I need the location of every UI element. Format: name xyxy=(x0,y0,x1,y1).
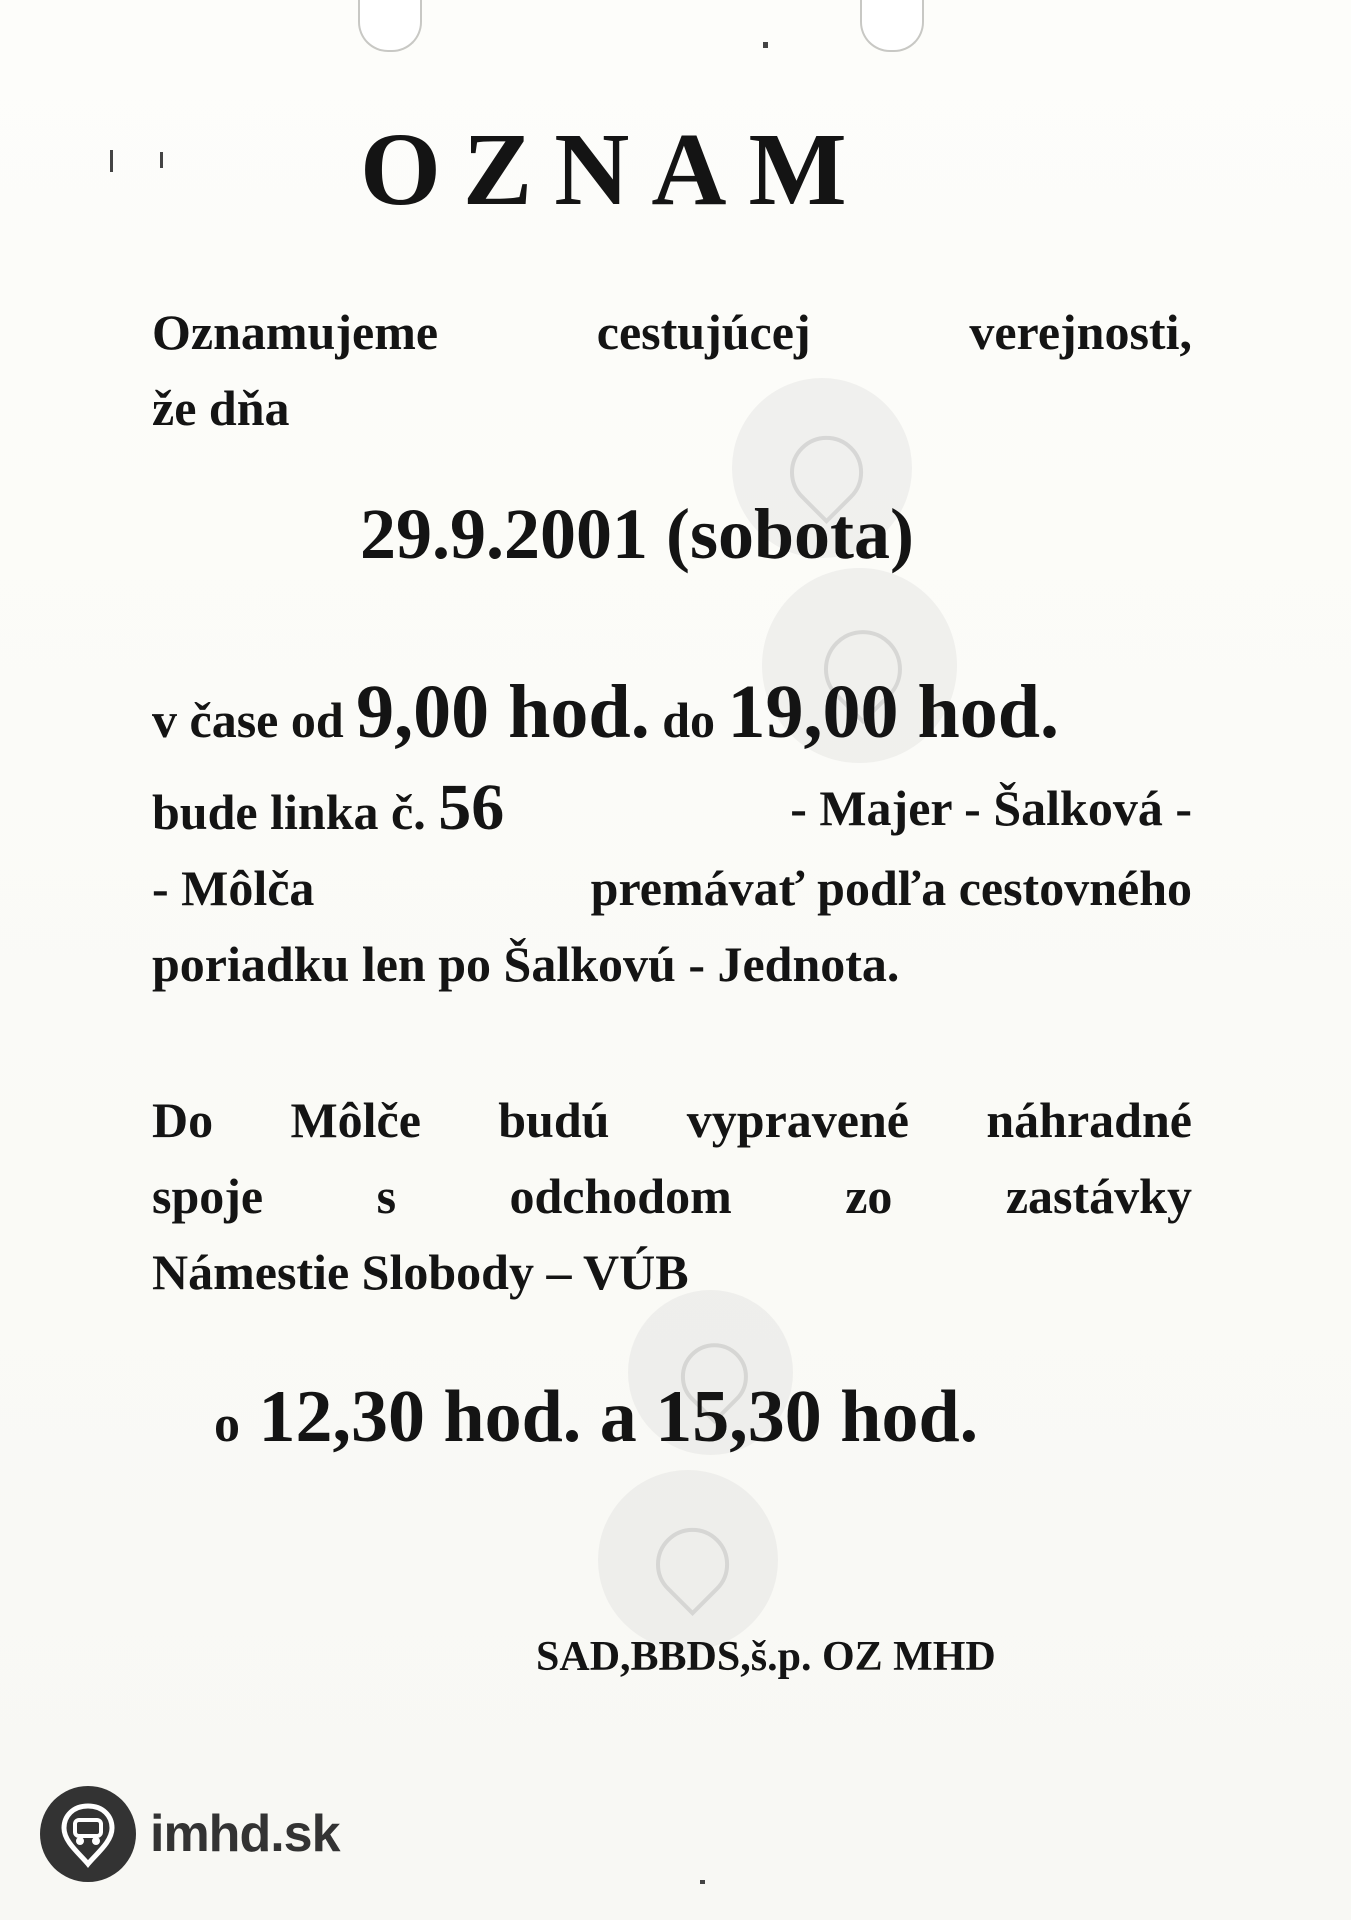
intro-word: Oznamujeme xyxy=(152,304,439,360)
route-line-2 xyxy=(152,850,1192,926)
imhd-logo[interactable] xyxy=(40,1786,340,1882)
time-mid: do xyxy=(662,692,716,748)
issuer-signature: SAD,BBDS,š.p. OZ MHD xyxy=(536,1634,996,1680)
replacement-word: náhradné xyxy=(986,1092,1192,1148)
replacement-paragraph xyxy=(152,1082,1192,1310)
line-number: 56 xyxy=(438,771,505,844)
intro-word: cestujúcej xyxy=(596,304,811,360)
intro-line-2: že dňa xyxy=(152,380,290,436)
bus-pin-icon xyxy=(40,1786,136,1882)
replacement-line-3: Námestie Slobody – VÚB xyxy=(152,1244,689,1300)
intro-word: verejnosti, xyxy=(969,304,1192,360)
replacement-word: budú xyxy=(498,1092,610,1148)
scan-speck xyxy=(160,152,163,168)
intro-paragraph xyxy=(152,294,1192,446)
route-text: - Môlča xyxy=(152,860,315,916)
times-text: 12,30 hod. a 15,30 hod. xyxy=(258,1376,979,1458)
replacement-line-2 xyxy=(152,1158,1192,1234)
route-line-3: poriadku len po Šalkovú - Jednota. xyxy=(152,936,900,992)
replacement-word: zo xyxy=(845,1168,893,1224)
departure-times xyxy=(214,1376,979,1458)
route-text: - Majer - Šalková - xyxy=(790,780,1192,836)
time-range xyxy=(152,668,1192,764)
time-prefix: v čase od xyxy=(152,692,344,748)
route-paragraph xyxy=(152,770,1192,1002)
route-text: premávať podľa cestovného xyxy=(590,860,1192,916)
replacement-word: s xyxy=(376,1168,397,1224)
time-line xyxy=(152,668,1192,764)
replacement-word: vypravené xyxy=(686,1092,909,1148)
hanging-hole-right xyxy=(860,0,924,52)
replacement-word: Do xyxy=(152,1092,214,1148)
scan-speck xyxy=(763,42,768,48)
replacement-word: odchodom xyxy=(509,1168,732,1224)
time-to: 19,00 hod. xyxy=(727,670,1060,754)
intro-line-1 xyxy=(152,294,1192,370)
replacement-word: Môlče xyxy=(290,1092,421,1148)
watermark-circle xyxy=(598,1470,778,1650)
route-line-1 xyxy=(152,770,1192,850)
hanging-hole-left xyxy=(358,0,422,52)
time-from: 9,00 hod. xyxy=(356,670,650,754)
replacement-line-1 xyxy=(152,1082,1192,1158)
closure-date: 29.9.2001 (sobota) xyxy=(360,494,914,574)
replacement-word: spoje xyxy=(152,1168,264,1224)
route-text: bude linka č. xyxy=(152,784,426,840)
scan-speck xyxy=(110,150,113,172)
logo-text: imhd.sk xyxy=(150,1805,340,1863)
notice-title: OZNAM xyxy=(360,112,869,227)
scan-speck xyxy=(700,1880,705,1884)
replacement-word: zastávky xyxy=(1005,1168,1192,1224)
times-prefix: o xyxy=(214,1396,240,1453)
